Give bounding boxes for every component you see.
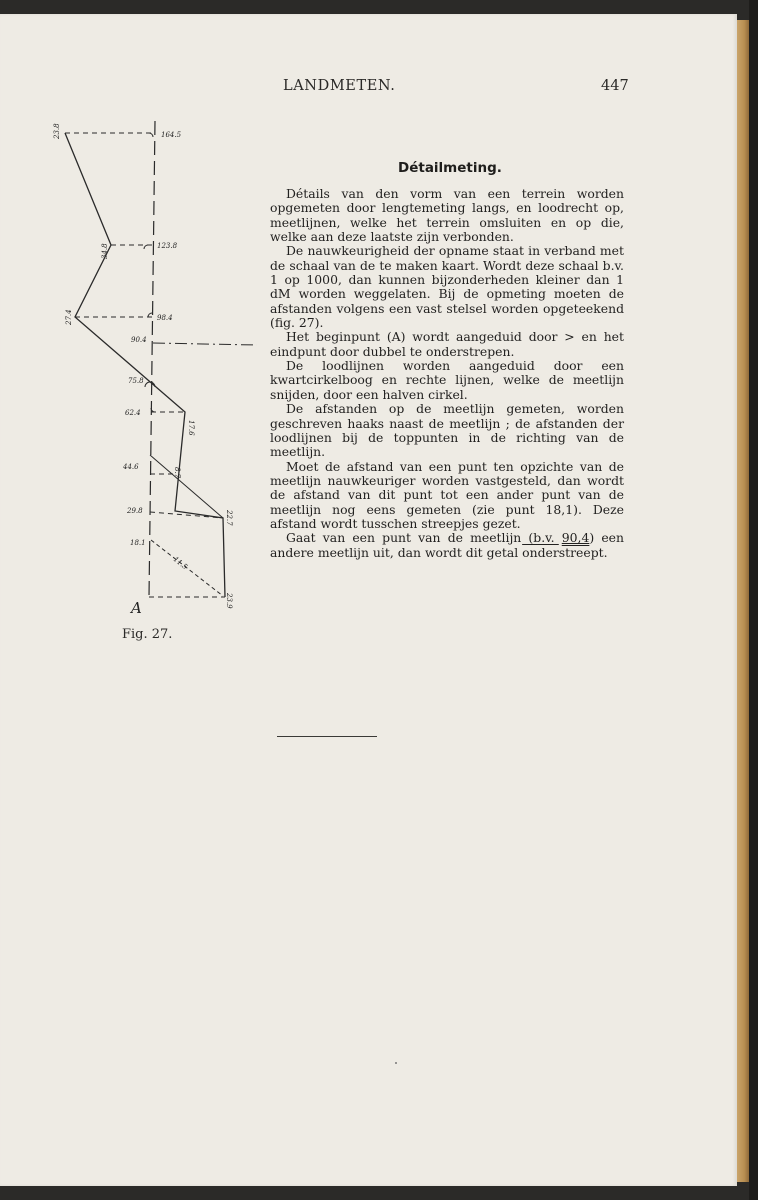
paragraph-7 (270, 531, 624, 560)
perpendicular-mark-3 (148, 313, 152, 317)
chainage-label-5: 75.8 (128, 377, 144, 385)
chainage-label-4: 90.4 (131, 336, 147, 344)
branch-line (153, 343, 257, 345)
chainage-label-2: 123.8 (157, 242, 178, 250)
chainage-label-7: 44.6 (123, 463, 139, 471)
figure-caption: Fig. 27. (122, 627, 173, 642)
offset-label-2: 34.8 (101, 243, 109, 259)
section-title: Détailmeting. (398, 160, 502, 176)
measuring-line (149, 121, 155, 597)
perpendicular-mark-2 (144, 245, 148, 249)
chainage-label-6: 62.4 (125, 409, 141, 417)
chainage-label-3: 98.4 (157, 314, 173, 322)
running-head: LANDMETEN. (283, 78, 396, 94)
perpendicular-mark-1 (149, 133, 153, 137)
offset-label-5: 8.7 (173, 467, 181, 479)
terrain-boundary (65, 133, 225, 597)
start-point-label: A (131, 599, 142, 617)
offset-label-7: 23.9 (225, 593, 233, 609)
paragraph-7-middle: ) een andere meetlijn uit, dan wordt dit getal (270, 530, 624, 560)
paragraph-7-after: streept. (558, 544, 608, 560)
paragraph-7-before: Gaat van een punt van de meetlijn (b.v. (286, 530, 562, 546)
chainage-label-9: 18.1 (130, 539, 146, 547)
paragraph-2: De nauwkeurigheid der opname staat in verband met de schaal van de te maken kaart. Wordt deze schaal b.v. 1 op 1000, dan kunnen bijzonderheden kleiner dan 1 dM worden weggelaten. Bij de opmeting moeten de afstanden volgens een vast stelsel worden opgeteekend (fig. 27). (270, 243, 624, 331)
offset-label-1: 23.8 (53, 123, 61, 139)
connecting-line (150, 455, 223, 518)
paragraph-5: De afstanden op de meetlijn gemeten, worden geschreven haaks naast de meetlijn ; de afstanden der loodlijnen bij de toppunten in de richting van de meetlijn. (270, 401, 624, 460)
paragraph-1: Détails van den vorm van een terrein worden opgemeten door lengtemeting langs, en loodrecht op, meetlijnen, welke het terrein omsluiten en op die, welke aan deze laatste zijn verbonden. (270, 186, 624, 245)
chainage-label-1: 164.5 (161, 131, 182, 139)
check-distance (151, 540, 223, 596)
page-number: 447 (601, 78, 629, 94)
offset-label-4: 17.6 (187, 420, 195, 436)
overlined-word: onder (522, 544, 559, 560)
section-end-rule (277, 736, 377, 737)
paragraph-6: Moet de afstand van een punt ten opzichte van de meetlijn nauwkeuriger worden vastgesteld, dan wordt de afstand van dit punt tot een ander punt van de meetlijn nog eens gemeten (zie punt 18,1). Deze afstand wordt tusschen streepjes gezet. (270, 458, 624, 531)
chainage-label-8: 29.8 (127, 507, 143, 515)
offset-label-6: 22.7 (225, 510, 233, 526)
scan-speck (395, 1062, 397, 1064)
scan-background (749, 0, 758, 1200)
offset-label-3: 27.4 (65, 309, 73, 325)
body-text (270, 187, 624, 560)
paragraph-4: De loodlijnen worden aangeduid door een kwartcirkelboog en rechte lijnen, welke de meetlijn snijden, door een halven cirkel. (270, 358, 624, 402)
paragraph-3: Het beginpunt (A) wordt aangeduid door > en het eindpunt door dubbel te onderstrepen. (270, 329, 624, 359)
check-distance-label: 11.5 (171, 555, 189, 572)
survey-sketch-figure (45, 115, 260, 625)
page-edge (737, 20, 749, 1182)
underlined-number: 90,4 (561, 530, 590, 546)
